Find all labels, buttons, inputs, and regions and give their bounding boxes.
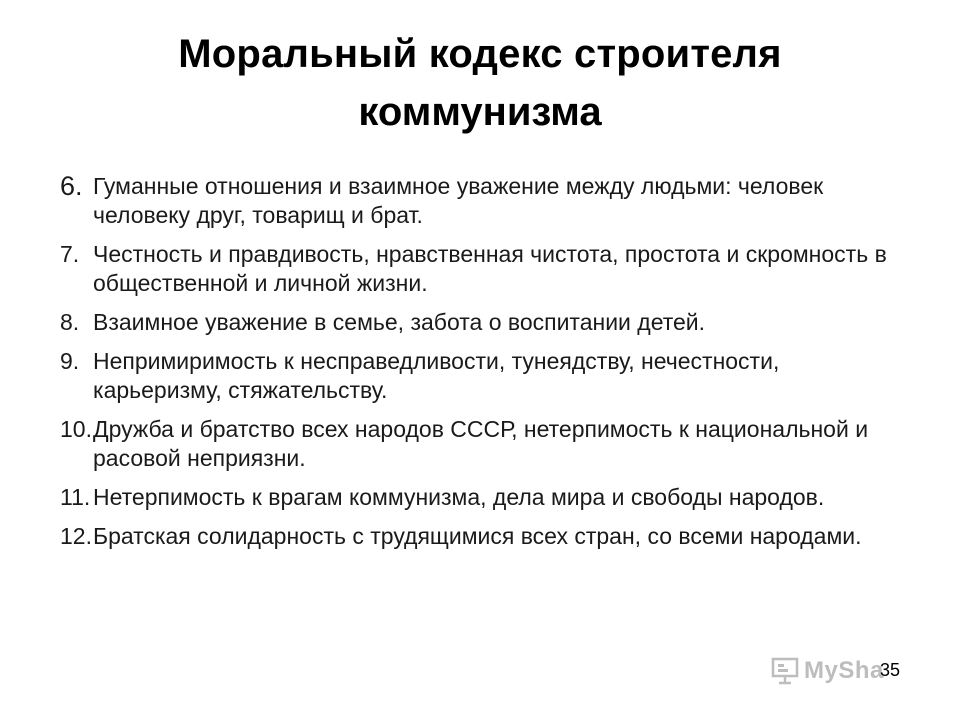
item-text: Гуманные отношения и взаимное уважение между людьми: человек человеку друг, товарищ и брат.	[93, 173, 824, 228]
list-item	[60, 347, 910, 405]
list-item	[60, 522, 910, 551]
item-number: 6.	[60, 171, 83, 201]
list-item	[60, 240, 910, 298]
slide-title-line-2: коммунизма	[358, 90, 602, 134]
item-text: Дружба и братство всех народов СССР, нетерпимость к национальной и расовой неприязни.	[93, 416, 869, 471]
presentation-board-icon	[770, 657, 800, 685]
item-text: Братская солидарность с трудящимися всех стран, со всеми народами.	[93, 523, 862, 549]
item-text: Нетерпимость к врагам коммунизма, дела мира и свободы народов.	[93, 484, 825, 510]
item-text: Взаимное уважение в семье, забота о воспитании детей.	[93, 309, 706, 335]
item-number: 12.	[60, 523, 92, 549]
watermark	[770, 656, 884, 686]
page-number: 35	[880, 660, 901, 680]
list-item	[60, 308, 910, 337]
slide-title	[0, 28, 960, 138]
item-number: 8.	[60, 309, 80, 335]
item-number: 9.	[60, 348, 80, 374]
item-number: 10.	[60, 416, 92, 442]
list-item	[60, 172, 910, 230]
item-number: 7.	[60, 241, 80, 267]
list-item	[60, 415, 910, 473]
slide-title-line-1: Моральный кодекс строителя	[178, 32, 782, 76]
item-number: 11.	[60, 484, 91, 510]
item-text: Честность и правдивость, нравственная чистота, простота и скромность в общественной и личной жизни.	[93, 241, 887, 296]
watermark-text: MySha	[804, 657, 884, 684]
moral-code-list	[60, 172, 910, 561]
list-item	[60, 483, 910, 512]
item-text: Непримиримость к несправедливости, тунеядству, нечестности, карьеризму, стяжательству.	[93, 348, 780, 403]
